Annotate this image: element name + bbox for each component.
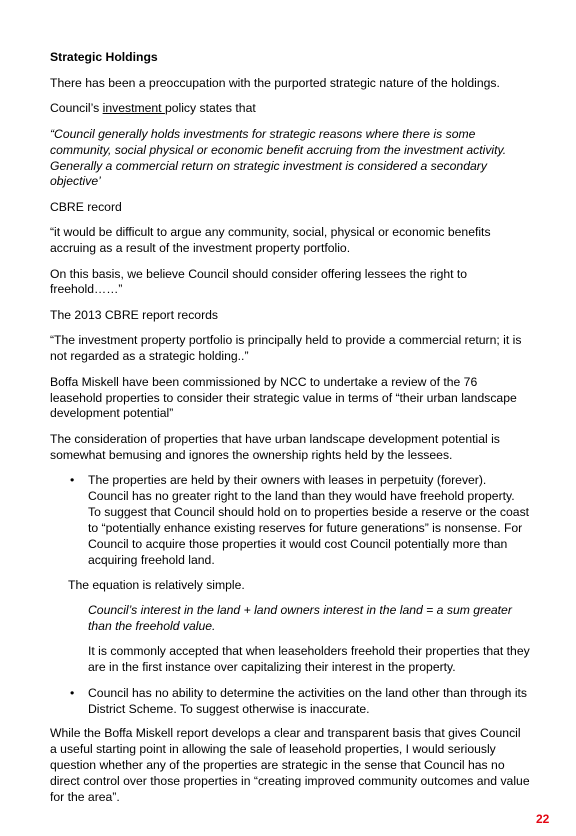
quote-cbre: “it would be difficult to argue any community, social, physical or economic benefits accruing as a result of the investment property portfolio. (50, 225, 491, 256)
paragraph-preoccupation: There has been a preoccupation with the purported strategic nature of the holdings. (50, 75, 500, 90)
investment-link[interactable]: investment (102, 101, 165, 116)
bullet-icon: • (70, 685, 75, 700)
quote-council-policy: “Council generally holds investments for strategic reasons where there is some community, social physical or economic benefit accruing from the investment activity. Generally a commercial return on strategic investment is considered a secondary objective’ (50, 126, 507, 189)
paragraph-2013-report: The 2013 CBRE report records (50, 307, 218, 322)
policy-text-after: policy states that (164, 101, 256, 116)
quote-2013-report: “The investment property portfolio is principally held to provide a commercial return; it is not regarded as a strategic holding..” (50, 333, 522, 364)
equation-text: Council’s interest in the land + land owners interest in the land = a sum greater than the freehold value. (88, 602, 512, 633)
paragraph-cbre-record: CBRE record (50, 199, 122, 214)
list-item (70, 473, 530, 568)
list-item (70, 685, 530, 718)
paragraph-boffa-commission: Boffa Miskell have been commissioned by NCC to undertake a review of the 76 leasehold properties to consider their strategic value in terms of “their urban landscape development potential” (50, 374, 517, 421)
bullet-text: The properties are held by their owners with leases in perpetuity (forever). Council has no greater right to the land than they would have freehold property. To suggest that Council should hold on to properties beside a reserve or the coast to “potentially enhance existing reserves for future generations” is nonsense. For Council to acquire those properties it would cost Council potentially more than acquiring freehold land. (88, 473, 530, 567)
equation-note: It is commonly accepted that when leaseholders freehold their properties that they are in the first instance over capitalizing their interest in the property. (88, 644, 530, 675)
bullet-icon: • (70, 473, 75, 488)
bullet-text: Council has no ability to determine the activities on the land other than through its District Scheme. To suggest otherwise is inaccurate. (88, 685, 528, 716)
equation-intro: The equation is relatively simple. (68, 577, 245, 592)
paragraph-conclusion: While the Boffa Miskell report develops a clear and transparent basis that gives Council a useful starting point in allowing the sale of leasehold properties, I would seriously question whether any of the properties are strategic in the sense that Council has no direct control over those properties in “creating improved community outcomes and value for the area”. (50, 726, 530, 805)
paragraph-consideration: The consideration of properties that have urban landscape development potential is somewhat bemusing and ignores the ownership rights held by the lessees. (50, 431, 500, 462)
bullet-list-1 (50, 473, 530, 568)
paragraph-investment-policy (50, 101, 530, 117)
policy-text-before: Council’s (50, 101, 103, 116)
document-page (50, 50, 530, 815)
paragraph-freehold-basis: On this basis, we believe Council should consider offering lessees the right to freehold……” (50, 266, 468, 297)
bullet-list-2 (50, 686, 530, 718)
section-heading: Strategic Holdings (50, 50, 158, 64)
page-number: 22 (536, 812, 550, 826)
